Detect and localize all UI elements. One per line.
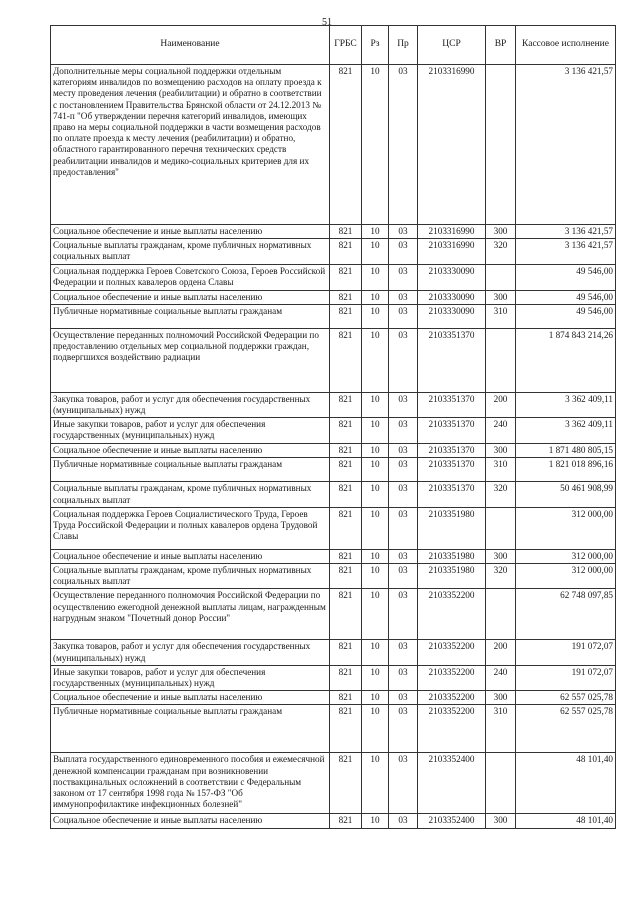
row-rz: 10 bbox=[362, 328, 389, 392]
table-header-row bbox=[51, 26, 616, 65]
row-name: Осуществление переданных полномочий Российской Федерации по предоставлению отдельных мер социальной поддержки граждан, подвергшихся воздействию радиации bbox=[51, 328, 330, 392]
table-row bbox=[51, 705, 616, 753]
table-row bbox=[51, 328, 616, 392]
table-row bbox=[51, 564, 616, 589]
row-pr: 03 bbox=[389, 589, 418, 640]
row-vr: 320 bbox=[486, 239, 516, 264]
row-pr: 03 bbox=[389, 691, 418, 705]
row-pr: 03 bbox=[389, 290, 418, 304]
row-vr: 300 bbox=[486, 814, 516, 828]
row-rz: 10 bbox=[362, 589, 389, 640]
row-csr: 2103330090 bbox=[418, 264, 486, 290]
row-name: Социальные выплаты гражданам, кроме публичных нормативных социальных выплат bbox=[51, 564, 330, 589]
row-pr: 03 bbox=[389, 418, 418, 444]
row-rz: 10 bbox=[362, 691, 389, 705]
row-name: Публичные нормативные социальные выплаты гражданам bbox=[51, 705, 330, 753]
row-csr: 2103330090 bbox=[418, 290, 486, 304]
row-name: Социальные выплаты гражданам, кроме публичных нормативных социальных выплат bbox=[51, 482, 330, 507]
row-rz: 10 bbox=[362, 458, 389, 482]
row-csr: 2103351370 bbox=[418, 328, 486, 392]
row-grbs: 821 bbox=[330, 444, 362, 458]
row-grbs: 821 bbox=[330, 304, 362, 328]
row-vr: 320 bbox=[486, 482, 516, 507]
row-amount: 191 072,07 bbox=[516, 665, 616, 690]
budget-execution-table bbox=[50, 25, 616, 829]
row-vr bbox=[486, 753, 516, 814]
row-name: Социальное обеспечение и иные выплаты населению bbox=[51, 444, 330, 458]
row-grbs: 821 bbox=[330, 264, 362, 290]
row-grbs: 821 bbox=[330, 564, 362, 589]
row-amount: 50 461 908,99 bbox=[516, 482, 616, 507]
row-name: Социальная поддержка Героев Социалистического Труда, Героев Труда Российской Федерации и полных кавалеров ордена Трудовой Славы bbox=[51, 507, 330, 549]
header-amount: Кассовое исполнение bbox=[516, 26, 616, 65]
table-row bbox=[51, 691, 616, 705]
row-pr: 03 bbox=[389, 564, 418, 589]
row-rz: 10 bbox=[362, 705, 389, 753]
row-name: Публичные нормативные социальные выплаты гражданам bbox=[51, 304, 330, 328]
row-vr: 300 bbox=[486, 691, 516, 705]
row-grbs: 821 bbox=[330, 507, 362, 549]
row-csr: 2103330090 bbox=[418, 304, 486, 328]
row-rz: 10 bbox=[362, 239, 389, 264]
row-grbs: 821 bbox=[330, 65, 362, 225]
row-rz: 10 bbox=[362, 418, 389, 444]
row-amount: 49 546,00 bbox=[516, 304, 616, 328]
row-name: Социальные выплаты гражданам, кроме публичных нормативных социальных выплат bbox=[51, 239, 330, 264]
row-csr: 2103351370 bbox=[418, 418, 486, 444]
row-rz: 10 bbox=[362, 564, 389, 589]
table-row bbox=[51, 549, 616, 563]
table-row bbox=[51, 507, 616, 549]
row-rz: 10 bbox=[362, 640, 389, 665]
row-name: Иные закупки товаров, работ и услуг для обеспечения государственных (муниципальных) нужд bbox=[51, 665, 330, 690]
row-name: Публичные нормативные социальные выплаты гражданам bbox=[51, 458, 330, 482]
row-pr: 03 bbox=[389, 65, 418, 225]
row-pr: 03 bbox=[389, 225, 418, 239]
header-rz: Рз bbox=[362, 26, 389, 65]
row-vr: 300 bbox=[486, 225, 516, 239]
row-name: Социальное обеспечение и иные выплаты населению bbox=[51, 691, 330, 705]
row-csr: 2103352200 bbox=[418, 589, 486, 640]
row-pr: 03 bbox=[389, 640, 418, 665]
row-pr: 03 bbox=[389, 814, 418, 828]
row-name: Социальная поддержка Героев Советского Союза, Героев Российской Федерации и полных кавалеров ордена Славы bbox=[51, 264, 330, 290]
table-row bbox=[51, 444, 616, 458]
row-amount: 1 871 480 805,15 bbox=[516, 444, 616, 458]
row-csr: 2103352200 bbox=[418, 640, 486, 665]
row-name: Социальное обеспечение и иные выплаты населению bbox=[51, 290, 330, 304]
row-vr bbox=[486, 264, 516, 290]
row-amount: 48 101,40 bbox=[516, 753, 616, 814]
row-csr: 2103351980 bbox=[418, 564, 486, 589]
row-vr: 240 bbox=[486, 665, 516, 690]
table-row bbox=[51, 304, 616, 328]
row-csr: 2103351370 bbox=[418, 482, 486, 507]
table-row bbox=[51, 239, 616, 264]
row-vr bbox=[486, 507, 516, 549]
row-vr bbox=[486, 65, 516, 225]
row-name: Выплата государственного единовременного пособия и ежемесячной денежной компенсации гражданам при возникновении поствакцинальных осложнений в соответствии с Федеральным законом от 17 сентября 1998 года № 157-ФЗ "Об иммунопрофилактике инфекционных болезней" bbox=[51, 753, 330, 814]
row-pr: 03 bbox=[389, 304, 418, 328]
row-vr: 300 bbox=[486, 444, 516, 458]
row-grbs: 821 bbox=[330, 328, 362, 392]
row-rz: 10 bbox=[362, 665, 389, 690]
row-csr: 2103351370 bbox=[418, 444, 486, 458]
row-pr: 03 bbox=[389, 392, 418, 417]
row-vr: 200 bbox=[486, 640, 516, 665]
table-row bbox=[51, 753, 616, 814]
row-csr: 2103316990 bbox=[418, 65, 486, 225]
row-csr: 2103351980 bbox=[418, 549, 486, 563]
row-amount: 49 546,00 bbox=[516, 290, 616, 304]
header-pr: Пр bbox=[389, 26, 418, 65]
row-csr: 2103351370 bbox=[418, 458, 486, 482]
row-vr bbox=[486, 328, 516, 392]
row-pr: 03 bbox=[389, 705, 418, 753]
table-row bbox=[51, 392, 616, 417]
row-vr: 320 bbox=[486, 564, 516, 589]
row-vr: 310 bbox=[486, 304, 516, 328]
row-rz: 10 bbox=[362, 392, 389, 417]
row-csr: 2103316990 bbox=[418, 239, 486, 264]
row-amount: 3 362 409,11 bbox=[516, 418, 616, 444]
row-csr: 2103352200 bbox=[418, 665, 486, 690]
table-row bbox=[51, 665, 616, 690]
row-name: Социальное обеспечение и иные выплаты населению bbox=[51, 549, 330, 563]
row-name: Закупка товаров, работ и услуг для обеспечения государственных (муниципальных) нужд bbox=[51, 640, 330, 665]
row-vr: 300 bbox=[486, 549, 516, 563]
row-rz: 10 bbox=[362, 507, 389, 549]
row-pr: 03 bbox=[389, 328, 418, 392]
table-row bbox=[51, 458, 616, 482]
header-name: Наименование bbox=[51, 26, 330, 65]
row-name: Закупка товаров, работ и услуг для обеспечения государственных (муниципальных) нужд bbox=[51, 392, 330, 417]
row-pr: 03 bbox=[389, 239, 418, 264]
row-pr: 03 bbox=[389, 753, 418, 814]
table-row bbox=[51, 814, 616, 828]
row-rz: 10 bbox=[362, 304, 389, 328]
row-amount: 3 362 409,11 bbox=[516, 392, 616, 417]
row-vr: 200 bbox=[486, 392, 516, 417]
page-number: 51 bbox=[322, 17, 332, 28]
row-amount: 3 136 421,57 bbox=[516, 65, 616, 225]
row-grbs: 821 bbox=[330, 290, 362, 304]
row-csr: 2103352400 bbox=[418, 814, 486, 828]
header-csr: ЦСР bbox=[418, 26, 486, 65]
row-pr: 03 bbox=[389, 482, 418, 507]
row-grbs: 821 bbox=[330, 814, 362, 828]
row-rz: 10 bbox=[362, 290, 389, 304]
row-pr: 03 bbox=[389, 444, 418, 458]
row-csr: 2103316990 bbox=[418, 225, 486, 239]
row-rz: 10 bbox=[362, 444, 389, 458]
row-vr bbox=[486, 589, 516, 640]
row-name: Социальное обеспечение и иные выплаты населению bbox=[51, 814, 330, 828]
row-csr: 2103352400 bbox=[418, 753, 486, 814]
row-grbs: 821 bbox=[330, 753, 362, 814]
row-vr: 300 bbox=[486, 290, 516, 304]
row-amount: 49 546,00 bbox=[516, 264, 616, 290]
table-row bbox=[51, 65, 616, 225]
row-pr: 03 bbox=[389, 549, 418, 563]
row-amount: 62 557 025,78 bbox=[516, 691, 616, 705]
row-rz: 10 bbox=[362, 814, 389, 828]
row-amount: 1 874 843 214,26 bbox=[516, 328, 616, 392]
table-row bbox=[51, 418, 616, 444]
row-grbs: 821 bbox=[330, 392, 362, 417]
row-pr: 03 bbox=[389, 458, 418, 482]
row-grbs: 821 bbox=[330, 225, 362, 239]
row-name: Дополнительные меры социальной поддержки отдельным категориям инвалидов по возмещению расходов на оплату проезда к месту проведения лечения (реабилитации) и обратно в соответствии с постановлением Правительства Брянской области от 24.12.2013 № 741-п "Об утверждении перечня категорий инвалидов, имеющих право на меры социальной поддержки в части возмещения расходов по оплате проезда к месту лечения (реабилитации) и обратно, областного гарантированного перечня технических средств реабилитации инвалидов и медико-социальных критериев для их предоставления" bbox=[51, 65, 330, 225]
row-rz: 10 bbox=[362, 549, 389, 563]
row-grbs: 821 bbox=[330, 239, 362, 264]
row-name: Осуществление переданного полномочия Российской Федерации по осуществлению ежегодной денежной выплаты лицам, награжденным нагрудным знаком "Почетный донор России" bbox=[51, 589, 330, 640]
row-grbs: 821 bbox=[330, 640, 362, 665]
row-amount: 312 000,00 bbox=[516, 564, 616, 589]
row-rz: 10 bbox=[362, 225, 389, 239]
row-csr: 2103351980 bbox=[418, 507, 486, 549]
header-vr: ВР bbox=[486, 26, 516, 65]
row-vr: 310 bbox=[486, 458, 516, 482]
row-pr: 03 bbox=[389, 264, 418, 290]
row-grbs: 821 bbox=[330, 549, 362, 563]
table-row bbox=[51, 589, 616, 640]
row-amount: 3 136 421,57 bbox=[516, 225, 616, 239]
table-row bbox=[51, 225, 616, 239]
row-pr: 03 bbox=[389, 507, 418, 549]
table-row bbox=[51, 264, 616, 290]
row-csr: 2103352200 bbox=[418, 705, 486, 753]
row-amount: 191 072,07 bbox=[516, 640, 616, 665]
row-amount: 3 136 421,57 bbox=[516, 239, 616, 264]
row-name: Иные закупки товаров, работ и услуг для обеспечения государственных (муниципальных) нужд bbox=[51, 418, 330, 444]
row-amount: 312 000,00 bbox=[516, 507, 616, 549]
table-row bbox=[51, 482, 616, 507]
row-grbs: 821 bbox=[330, 665, 362, 690]
row-grbs: 821 bbox=[330, 482, 362, 507]
row-rz: 10 bbox=[362, 65, 389, 225]
row-vr: 310 bbox=[486, 705, 516, 753]
row-csr: 2103351370 bbox=[418, 392, 486, 417]
row-amount: 312 000,00 bbox=[516, 549, 616, 563]
row-rz: 10 bbox=[362, 482, 389, 507]
row-rz: 10 bbox=[362, 264, 389, 290]
row-amount: 62 557 025,78 bbox=[516, 705, 616, 753]
row-grbs: 821 bbox=[330, 589, 362, 640]
table-row bbox=[51, 640, 616, 665]
row-name: Социальное обеспечение и иные выплаты населению bbox=[51, 225, 330, 239]
row-grbs: 821 bbox=[330, 705, 362, 753]
row-grbs: 821 bbox=[330, 458, 362, 482]
row-csr: 2103352200 bbox=[418, 691, 486, 705]
row-vr: 240 bbox=[486, 418, 516, 444]
row-amount: 62 748 097,85 bbox=[516, 589, 616, 640]
row-grbs: 821 bbox=[330, 418, 362, 444]
row-amount: 48 101,40 bbox=[516, 814, 616, 828]
row-pr: 03 bbox=[389, 665, 418, 690]
header-grbs: ГРБС bbox=[330, 26, 362, 65]
table-row bbox=[51, 290, 616, 304]
row-amount: 1 821 018 896,16 bbox=[516, 458, 616, 482]
row-grbs: 821 bbox=[330, 691, 362, 705]
row-rz: 10 bbox=[362, 753, 389, 814]
